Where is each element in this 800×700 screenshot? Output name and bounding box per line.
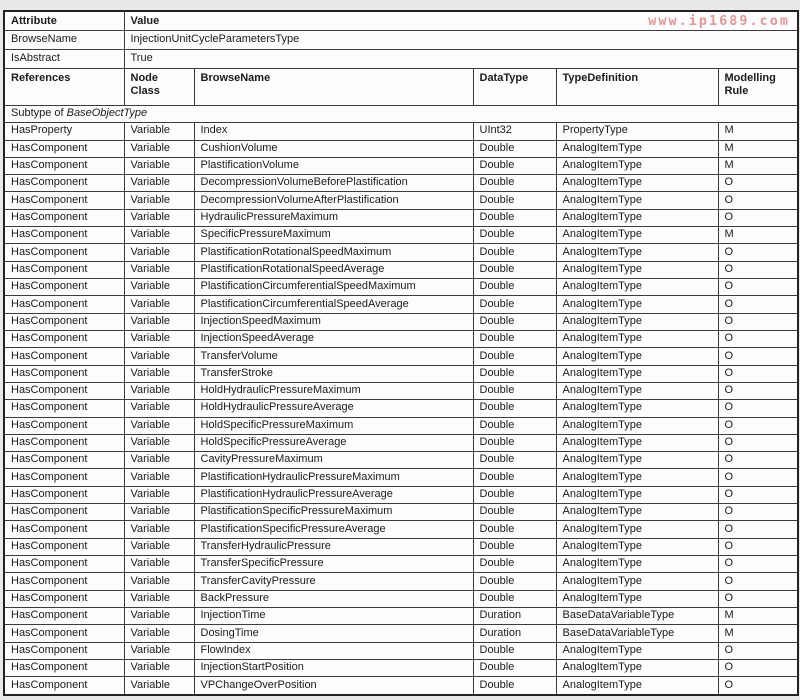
subtype-row (4, 105, 798, 122)
table-cell: HoldSpecificPressureMaximum (194, 417, 473, 434)
table-cell: Double (473, 400, 556, 417)
table-cell: AnalogItemType (556, 140, 718, 157)
table-cell: Variable (124, 607, 194, 624)
table-cell: AnalogItemType (556, 677, 718, 695)
table-cell: Variable (124, 330, 194, 347)
table-cell: Variable (124, 365, 194, 382)
subtype-prefix: Subtype of (11, 107, 67, 120)
table-cell: AnalogItemType (556, 434, 718, 451)
table-cell: Variable (124, 486, 194, 503)
table-cell: AnalogItemType (556, 348, 718, 365)
table-row (4, 556, 798, 573)
table-cell: PropertyType (556, 123, 718, 140)
table-row (4, 261, 798, 278)
table-cell: Double (473, 175, 556, 192)
table-cell: Variable (124, 313, 194, 330)
table-row (4, 313, 798, 330)
table-cell: O (718, 382, 798, 399)
table-row (4, 486, 798, 503)
table-cell: Double (473, 279, 556, 296)
table-cell: O (718, 642, 798, 659)
table-cell: AnalogItemType (556, 279, 718, 296)
table-cell: Double (473, 417, 556, 434)
attribute-value-cell: True (124, 50, 798, 69)
table-cell: Variable (124, 659, 194, 676)
table-cell: O (718, 365, 798, 382)
table-cell: Double (473, 677, 556, 695)
table-cell: Variable (124, 677, 194, 695)
table-cell: Double (473, 434, 556, 451)
table-cell: Variable (124, 521, 194, 538)
table-cell: Double (473, 659, 556, 676)
table-cell: O (718, 573, 798, 590)
table-cell: Double (473, 227, 556, 244)
table-cell: O (718, 261, 798, 278)
table-cell: PlastificationSpecificPressureMaximum (194, 504, 473, 521)
table-cell: PlastificationHydraulicPressureMaximum (194, 469, 473, 486)
table-cell: O (718, 279, 798, 296)
table-row (4, 590, 798, 607)
table-cell: Variable (124, 452, 194, 469)
table-cell: Duration (473, 607, 556, 624)
table-cell: Variable (124, 192, 194, 209)
table-cell: O (718, 521, 798, 538)
table-cell: AnalogItemType (556, 590, 718, 607)
table-cell: VPChangeOverPosition (194, 677, 473, 695)
table-cell: AnalogItemType (556, 209, 718, 226)
table-cell: O (718, 504, 798, 521)
type-definition-table (3, 10, 799, 696)
table-cell: HasComponent (4, 296, 124, 313)
table-row (4, 504, 798, 521)
table-cell: O (718, 400, 798, 417)
table-cell: PlastificationCircumferentialSpeedMaximum (194, 279, 473, 296)
table-cell: HasComponent (4, 209, 124, 226)
table-row (4, 348, 798, 365)
table-cell: HasComponent (4, 157, 124, 174)
table-row (4, 157, 798, 174)
table-cell: PlastificationHydraulicPressureAverage (194, 486, 473, 503)
table-cell: O (718, 538, 798, 555)
table-cell: BaseDataVariableType (556, 607, 718, 624)
table-row (4, 417, 798, 434)
table-cell: DecompressionVolumeBeforePlastification (194, 175, 473, 192)
table-cell: Variable (124, 244, 194, 261)
table-cell: HasComponent (4, 521, 124, 538)
table-cell: Variable (124, 469, 194, 486)
table-cell: HasComponent (4, 244, 124, 261)
table-cell: FlowIndex (194, 642, 473, 659)
table-cell: HasComponent (4, 659, 124, 676)
table-cell: AnalogItemType (556, 296, 718, 313)
table-row (4, 677, 798, 695)
table-cell: HasComponent (4, 642, 124, 659)
table-cell: HasComponent (4, 348, 124, 365)
table-cell: HasComponent (4, 556, 124, 573)
table-cell: HasComponent (4, 504, 124, 521)
table-cell: AnalogItemType (556, 313, 718, 330)
table-cell: UInt32 (473, 123, 556, 140)
table-cell: HasComponent (4, 434, 124, 451)
table-row (4, 625, 798, 642)
table-cell: O (718, 469, 798, 486)
table-cell: InjectionStartPosition (194, 659, 473, 676)
table-cell: HasComponent (4, 330, 124, 347)
table-cell: O (718, 348, 798, 365)
table-cell: Double (473, 261, 556, 278)
table-cell: CushionVolume (194, 140, 473, 157)
table-cell: Variable (124, 642, 194, 659)
table-cell: Double (473, 244, 556, 261)
references-header-row (4, 68, 798, 105)
table-cell: M (718, 227, 798, 244)
table-cell: PlastificationRotationalSpeedAverage (194, 261, 473, 278)
table-cell: O (718, 209, 798, 226)
table-cell: CavityPressureMaximum (194, 452, 473, 469)
table-cell: AnalogItemType (556, 538, 718, 555)
table-cell: HasComponent (4, 192, 124, 209)
table-row (4, 330, 798, 347)
table-cell: Variable (124, 382, 194, 399)
column-header-attribute: Attribute (4, 11, 124, 31)
table-cell: Double (473, 313, 556, 330)
table-cell: HasComponent (4, 175, 124, 192)
column-header-node-class: Node Class (124, 68, 194, 105)
subtype-cell (4, 105, 798, 122)
table-cell: HoldSpecificPressureAverage (194, 434, 473, 451)
column-header-value: Value (124, 11, 798, 31)
table-cell: BaseDataVariableType (556, 625, 718, 642)
table-cell: O (718, 244, 798, 261)
table-cell: O (718, 590, 798, 607)
table-cell: PlastificationRotationalSpeedMaximum (194, 244, 473, 261)
table-cell: AnalogItemType (556, 157, 718, 174)
table-cell: M (718, 625, 798, 642)
table-cell: Variable (124, 348, 194, 365)
table-cell: DosingTime (194, 625, 473, 642)
table-cell: O (718, 417, 798, 434)
table-cell: BackPressure (194, 590, 473, 607)
table-cell: AnalogItemType (556, 556, 718, 573)
table-cell: HasComponent (4, 365, 124, 382)
table-cell: Variable (124, 573, 194, 590)
table-cell: Variable (124, 417, 194, 434)
table-cell: Variable (124, 296, 194, 313)
table-cell: Double (473, 296, 556, 313)
table-cell: TransferSpecificPressure (194, 556, 473, 573)
table-cell: Double (473, 469, 556, 486)
table-cell: Double (473, 348, 556, 365)
attribute-value-cell: InjectionUnitCycleParametersType (124, 31, 798, 50)
table-cell: AnalogItemType (556, 244, 718, 261)
table-row (4, 244, 798, 261)
table-cell: DecompressionVolumeAfterPlastification (194, 192, 473, 209)
table-cell: Variable (124, 556, 194, 573)
table-row (4, 175, 798, 192)
table-cell: Double (473, 140, 556, 157)
table-cell: Double (473, 486, 556, 503)
table-cell: PlastificationCircumferentialSpeedAverage (194, 296, 473, 313)
table-cell: AnalogItemType (556, 417, 718, 434)
table-row (4, 123, 798, 140)
table-cell: Double (473, 504, 556, 521)
table-cell: O (718, 556, 798, 573)
table-cell: Double (473, 521, 556, 538)
table-cell: O (718, 659, 798, 676)
table-row (4, 521, 798, 538)
table-cell: AnalogItemType (556, 452, 718, 469)
table-cell: Double (473, 382, 556, 399)
table-cell: Double (473, 538, 556, 555)
column-header-typedefinition: TypeDefinition (556, 68, 718, 105)
table-cell: Variable (124, 279, 194, 296)
table-cell: O (718, 452, 798, 469)
table-row (4, 279, 798, 296)
table-cell: AnalogItemType (556, 382, 718, 399)
table-cell: AnalogItemType (556, 469, 718, 486)
table-cell: HasComponent (4, 140, 124, 157)
table-cell: AnalogItemType (556, 400, 718, 417)
table-cell: HasComponent (4, 382, 124, 399)
table-cell: Variable (124, 538, 194, 555)
table-cell: Variable (124, 400, 194, 417)
table-cell: HasComponent (4, 625, 124, 642)
table-cell: Double (473, 209, 556, 226)
table-cell: M (718, 607, 798, 624)
table-cell: M (718, 140, 798, 157)
table-cell: Double (473, 573, 556, 590)
references-rows (4, 123, 798, 695)
table-cell: Variable (124, 157, 194, 174)
table-cell: HasProperty (4, 123, 124, 140)
table-cell: Double (473, 365, 556, 382)
table-cell: Variable (124, 227, 194, 244)
table-cell: HasComponent (4, 313, 124, 330)
table-row (4, 573, 798, 590)
column-header-browsename: BrowseName (194, 68, 473, 105)
table-cell: HasComponent (4, 452, 124, 469)
table-row (4, 365, 798, 382)
table-cell: AnalogItemType (556, 261, 718, 278)
table-cell: HasComponent (4, 538, 124, 555)
table-row (4, 192, 798, 209)
table-cell: HasComponent (4, 400, 124, 417)
table-row (4, 607, 798, 624)
attribute-name-cell: IsAbstract (4, 50, 124, 69)
table-cell: Double (473, 452, 556, 469)
table-cell: HasComponent (4, 227, 124, 244)
table-cell: AnalogItemType (556, 227, 718, 244)
table-cell: Duration (473, 625, 556, 642)
table-cell: PlastificationSpecificPressureAverage (194, 521, 473, 538)
table-cell: HasComponent (4, 677, 124, 695)
table-cell: AnalogItemType (556, 642, 718, 659)
table-cell: AnalogItemType (556, 486, 718, 503)
table-row-isabstract (4, 50, 798, 69)
table-cell: HasComponent (4, 607, 124, 624)
table-row (4, 140, 798, 157)
table-cell: Double (473, 590, 556, 607)
table-cell: TransferCavityPressure (194, 573, 473, 590)
table-row (4, 469, 798, 486)
table-row (4, 659, 798, 676)
table-cell: O (718, 296, 798, 313)
table-cell: Variable (124, 175, 194, 192)
table-cell: HasComponent (4, 261, 124, 278)
table-row (4, 296, 798, 313)
table-cell: TransferVolume (194, 348, 473, 365)
table-cell: AnalogItemType (556, 504, 718, 521)
table-cell: Variable (124, 209, 194, 226)
table-cell: O (718, 175, 798, 192)
attribute-header-row (4, 11, 798, 31)
table-cell: HasComponent (4, 417, 124, 434)
table-cell: Double (473, 642, 556, 659)
table-cell: Variable (124, 140, 194, 157)
table-cell: AnalogItemType (556, 330, 718, 347)
column-header-references: References (4, 68, 124, 105)
table-cell: O (718, 330, 798, 347)
watermark-text: www.ip1689.com (648, 13, 790, 29)
table-cell: AnalogItemType (556, 192, 718, 209)
table-row (4, 642, 798, 659)
table-row (4, 382, 798, 399)
table-cell: O (718, 192, 798, 209)
table-cell: AnalogItemType (556, 365, 718, 382)
table-cell: HasComponent (4, 486, 124, 503)
table-cell: TransferStroke (194, 365, 473, 382)
table-cell: AnalogItemType (556, 659, 718, 676)
table-row (4, 400, 798, 417)
table-row (4, 452, 798, 469)
table-cell: InjectionTime (194, 607, 473, 624)
table-cell: HoldHydraulicPressureMaximum (194, 382, 473, 399)
attribute-name-cell: BrowseName (4, 31, 124, 50)
table-cell: Index (194, 123, 473, 140)
table-cell: HydraulicPressureMaximum (194, 209, 473, 226)
table-row-browsename (4, 31, 798, 50)
table-cell: Variable (124, 590, 194, 607)
table-cell: HasComponent (4, 469, 124, 486)
table-cell: Double (473, 192, 556, 209)
table-cell: AnalogItemType (556, 573, 718, 590)
table-cell: O (718, 486, 798, 503)
table-cell: Double (473, 330, 556, 347)
table-cell: SpecificPressureMaximum (194, 227, 473, 244)
table-cell: HasComponent (4, 573, 124, 590)
table-cell: M (718, 157, 798, 174)
table-cell: Double (473, 556, 556, 573)
table-cell: O (718, 677, 798, 695)
column-header-datatype: DataType (473, 68, 556, 105)
table-cell: TransferHydraulicPressure (194, 538, 473, 555)
table-cell: AnalogItemType (556, 175, 718, 192)
table-cell: Double (473, 157, 556, 174)
table-cell: PlastificationVolume (194, 157, 473, 174)
table-cell: Variable (124, 625, 194, 642)
table-cell: InjectionSpeedAverage (194, 330, 473, 347)
table-row (4, 538, 798, 555)
column-header-modelling-rule: Modelling Rule (718, 68, 798, 105)
table-cell: HasComponent (4, 279, 124, 296)
table-cell: Variable (124, 434, 194, 451)
table-cell: Variable (124, 123, 194, 140)
table-cell: O (718, 313, 798, 330)
table-cell: Variable (124, 504, 194, 521)
table-cell: HoldHydraulicPressureAverage (194, 400, 473, 417)
table-row (4, 434, 798, 451)
table-cell: Variable (124, 261, 194, 278)
table-row (4, 227, 798, 244)
table-cell: O (718, 434, 798, 451)
table-cell: InjectionSpeedMaximum (194, 313, 473, 330)
subtype-name: BaseObjectType (66, 107, 148, 120)
table-row (4, 209, 798, 226)
table-cell: M (718, 123, 798, 140)
table-cell: AnalogItemType (556, 521, 718, 538)
table-cell: HasComponent (4, 590, 124, 607)
